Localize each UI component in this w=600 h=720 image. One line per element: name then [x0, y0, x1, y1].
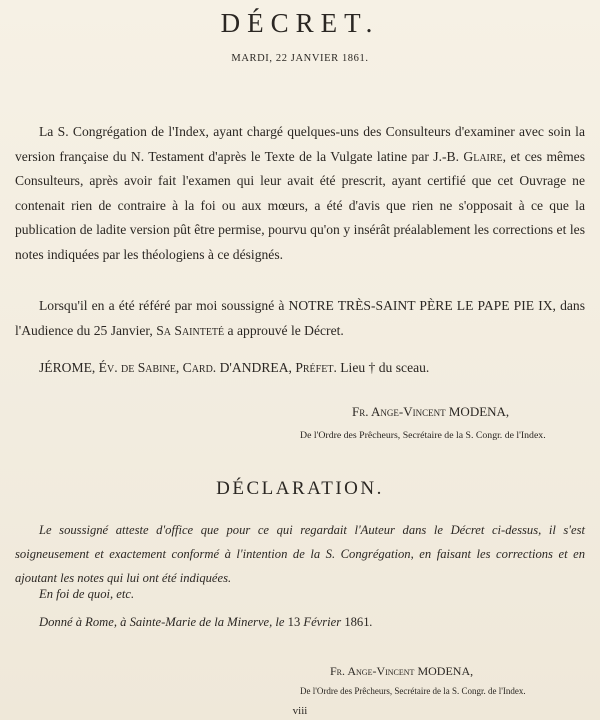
declaration-paragraph-2: En foi de quoi, etc. — [39, 587, 135, 601]
decree-p3-title-2: Préfet. — [295, 360, 337, 375]
declaration-signatory-role: De l'Ordre des Prêcheurs, Secrétaire de la S. Congr. de l'Index. — [300, 686, 526, 696]
decree-date: MARDI, 22 JANVIER 1861. — [231, 53, 369, 64]
declaration-day: 13 — [287, 615, 301, 629]
decree-signatory-surname: MODENA, — [445, 404, 510, 419]
decree-signatory-role: De l'Ordre des Prêcheurs, Secrétaire de la S. Congr. de l'Index. — [300, 430, 546, 441]
author-name: Glaire — [463, 148, 503, 164]
sa-saintete: Sa Sainteté — [156, 322, 225, 338]
decree-paragraph-3 — [15, 356, 585, 381]
decree-paragraph-1 — [15, 120, 585, 268]
declaration-signatory-prefix: Fr. Ange-Vincent — [330, 664, 415, 678]
decree-p3-text-a: JÉROME, — [39, 360, 99, 375]
declaration-signatory-name — [330, 664, 473, 679]
decree-p1-text-b: , et ces mêmes Consulteurs, après avoir fait l'examen qui leur avait été prescrit, ayant certifié que cet Ouvrage ne contenait rien de contraire à la foi ou aux mœurs, a été d'avis que rien ne s'opposait à ce que la publication de ladite version pût être permise, pourvu qu'on y insérât préalablement les corrections et les notes indiquées par les théologiens à ce désignés. — [15, 148, 585, 262]
decree-signatory-prefix: Fr. Ange-Vincent — [352, 404, 446, 419]
decree-p2-text-b: a approuvé le Décret. — [224, 322, 344, 338]
decree-paragraph-2 — [15, 294, 585, 343]
decree-p2-text-a: Lorsqu'il en a été référé par moi soussigné à NOTRE TRÈS-SAINT PÈRE LE PAPE PIE IX, dans l'Audience du 25 Janvier, — [15, 298, 585, 338]
declaration-place-date — [15, 610, 585, 634]
declaration-place: Donné à Rome, à Sainte-Marie de la Minerve, le — [39, 615, 288, 629]
declaration-heading: DÉCLARATION. — [216, 478, 384, 499]
decree-p1-text-a: La S. Congrégation de l'Index, ayant chargé quelques-uns des Consulteurs d'examiner avec soin la version française du N. Testament d'après le Texte de la Vulgate latine par J.-B. — [15, 124, 585, 164]
decree-signatory-name — [352, 404, 509, 420]
declaration-period: . — [369, 615, 373, 629]
decree-title: DÉCRET. — [220, 8, 380, 38]
declaration-year: 1861 — [344, 615, 370, 629]
declaration-month: Février — [300, 615, 345, 629]
declaration-paragraph-1: Le soussigné atteste d'office que pour ce qui regardait l'Auteur dans le Décret ci-dessus, il s'est soigneusement et exactement conformé à l'intention de la S. Congrégation, en faisant les corrections et en ajoutant les notes qui lui ont été indiquées. — [15, 523, 585, 585]
decree-p3-text-b: D'ANDREA, — [216, 360, 296, 375]
declaration-signatory-surname: MODENA, — [414, 664, 474, 678]
decree-p3-title-1: Év. de Sabine, Card. — [98, 360, 217, 375]
decree-p3-text-c: Lieu † du sceau. — [336, 360, 430, 375]
page-number: viii — [292, 705, 308, 717]
